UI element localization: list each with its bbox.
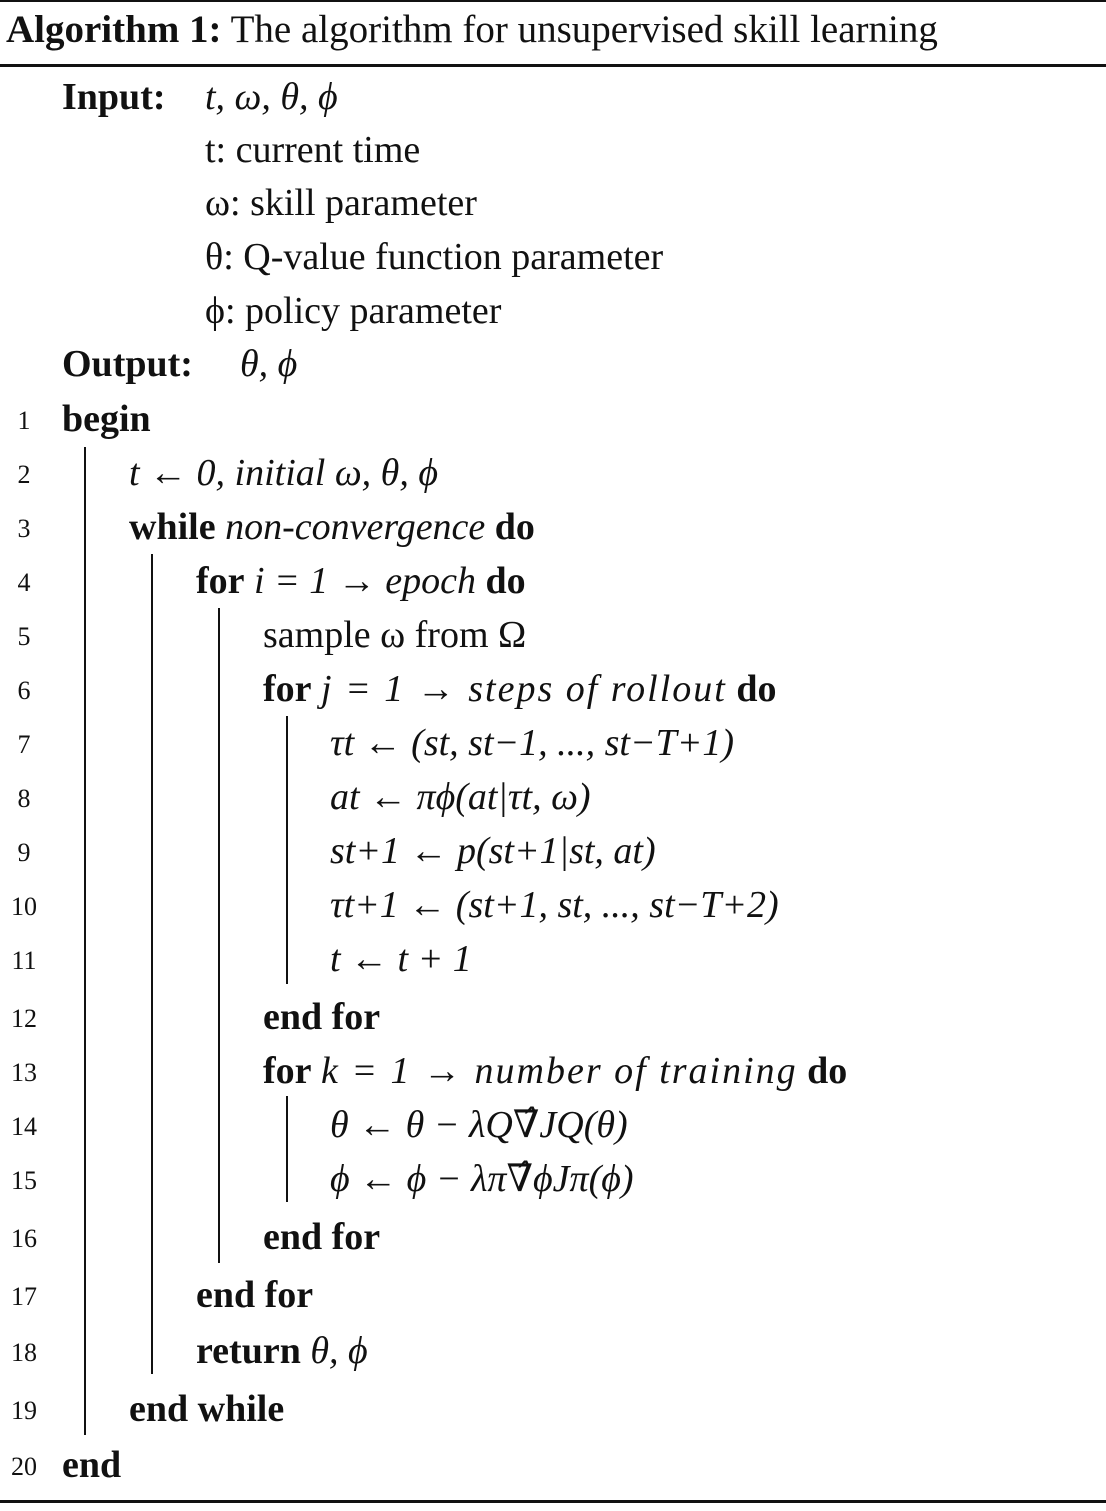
keyword: for xyxy=(263,668,312,710)
keyword: do xyxy=(807,1050,848,1092)
block-bar-begin xyxy=(84,447,86,1435)
keyword: end for xyxy=(263,1216,381,1258)
top-rule xyxy=(0,0,1106,2)
line-number: 10 xyxy=(11,892,37,921)
condition: j = 1 → steps of rollout xyxy=(321,668,727,710)
line-15: ϕ ← ϕ − λπ∇̂ϕJπ(ϕ) xyxy=(330,1158,634,1200)
keyword: end while xyxy=(129,1388,285,1430)
line-number: 5 xyxy=(17,622,31,651)
keyword: end for xyxy=(263,996,381,1038)
return-values: θ, ϕ xyxy=(310,1330,368,1372)
keyword: return xyxy=(196,1330,301,1372)
line-12 xyxy=(263,998,380,1036)
block-bar-for-k xyxy=(286,1096,288,1202)
line-16 xyxy=(263,1218,380,1256)
line-number: 2 xyxy=(17,460,31,489)
line-14: θ ← θ − λQ∇̂JQ(θ) xyxy=(330,1104,628,1146)
keyword: while xyxy=(129,506,216,548)
algorithm-caption xyxy=(6,10,938,49)
line-2: t ← 0, initial ω, θ, ϕ xyxy=(129,452,439,494)
algorithm-title: The algorithm for unsupervised skill learning xyxy=(230,8,938,51)
keyword: end for xyxy=(196,1274,314,1316)
line-number: 20 xyxy=(11,1452,37,1481)
line-9: st+1 ← p(st+1|st, at) xyxy=(330,830,656,872)
line-17 xyxy=(196,1276,313,1314)
line-number: 8 xyxy=(17,784,31,813)
line-1 xyxy=(62,400,151,438)
keyword: for xyxy=(196,560,245,602)
line-18 xyxy=(196,1332,368,1370)
line-number: 11 xyxy=(11,946,37,975)
line-11: t ← t + 1 xyxy=(330,938,472,980)
output-row xyxy=(62,345,193,383)
input-desc-omega: ω: skill parameter xyxy=(205,182,477,224)
block-bar-for-i xyxy=(218,608,220,1263)
block-bar-while xyxy=(151,554,153,1374)
line-5: sample ω from Ω xyxy=(263,614,527,656)
input-desc-phi: ϕ: policy parameter xyxy=(205,290,502,332)
line-7: τt ← (st, st−1, ..., st−T+1) xyxy=(330,722,735,764)
line-number: 16 xyxy=(11,1224,37,1253)
block-bar-for-j xyxy=(286,716,288,984)
keyword: for xyxy=(263,1050,312,1092)
line-number: 18 xyxy=(11,1338,37,1367)
condition: k = 1 → number of training xyxy=(321,1050,798,1092)
keyword: do xyxy=(736,668,777,710)
line-number: 1 xyxy=(17,406,31,435)
line-number: 13 xyxy=(11,1058,37,1087)
keyword: end xyxy=(62,1444,122,1486)
input-desc-theta: θ: Q-value function parameter xyxy=(205,236,664,278)
line-number: 15 xyxy=(11,1166,37,1195)
input-label: Input: xyxy=(62,76,166,118)
line-number: 4 xyxy=(17,568,31,597)
line-number: 3 xyxy=(17,514,31,543)
input-desc-t: t: current time xyxy=(205,129,421,171)
line-4 xyxy=(196,562,526,600)
keyword: do xyxy=(485,560,526,602)
caption-rule xyxy=(0,64,1106,67)
input-value: t, ω, θ, ϕ xyxy=(205,76,338,118)
line-10: τt+1 ← (st+1, st, ..., st−T+2) xyxy=(330,884,779,926)
input-row xyxy=(62,78,166,116)
output-label: Output: xyxy=(62,343,193,385)
algorithm-label: Algorithm 1: xyxy=(6,8,222,51)
line-8: at ← πϕ(at|τt, ω) xyxy=(330,776,591,818)
keyword: begin xyxy=(62,398,151,440)
output-value: θ, ϕ xyxy=(240,343,298,385)
line-3 xyxy=(129,508,535,546)
line-6 xyxy=(263,670,776,708)
line-number: 7 xyxy=(17,730,31,759)
condition: non-convergence xyxy=(225,506,486,548)
line-number: 6 xyxy=(17,676,31,705)
line-number: 17 xyxy=(11,1282,37,1311)
line-number: 19 xyxy=(11,1396,37,1425)
condition: i = 1 → epoch xyxy=(254,560,476,602)
line-number: 12 xyxy=(11,1004,37,1033)
line-number: 9 xyxy=(17,838,31,867)
line-19 xyxy=(129,1390,284,1428)
line-20 xyxy=(62,1446,121,1484)
line-13 xyxy=(263,1052,847,1090)
keyword: do xyxy=(494,506,535,548)
bottom-rule xyxy=(0,1500,1106,1503)
line-number: 14 xyxy=(11,1112,37,1141)
